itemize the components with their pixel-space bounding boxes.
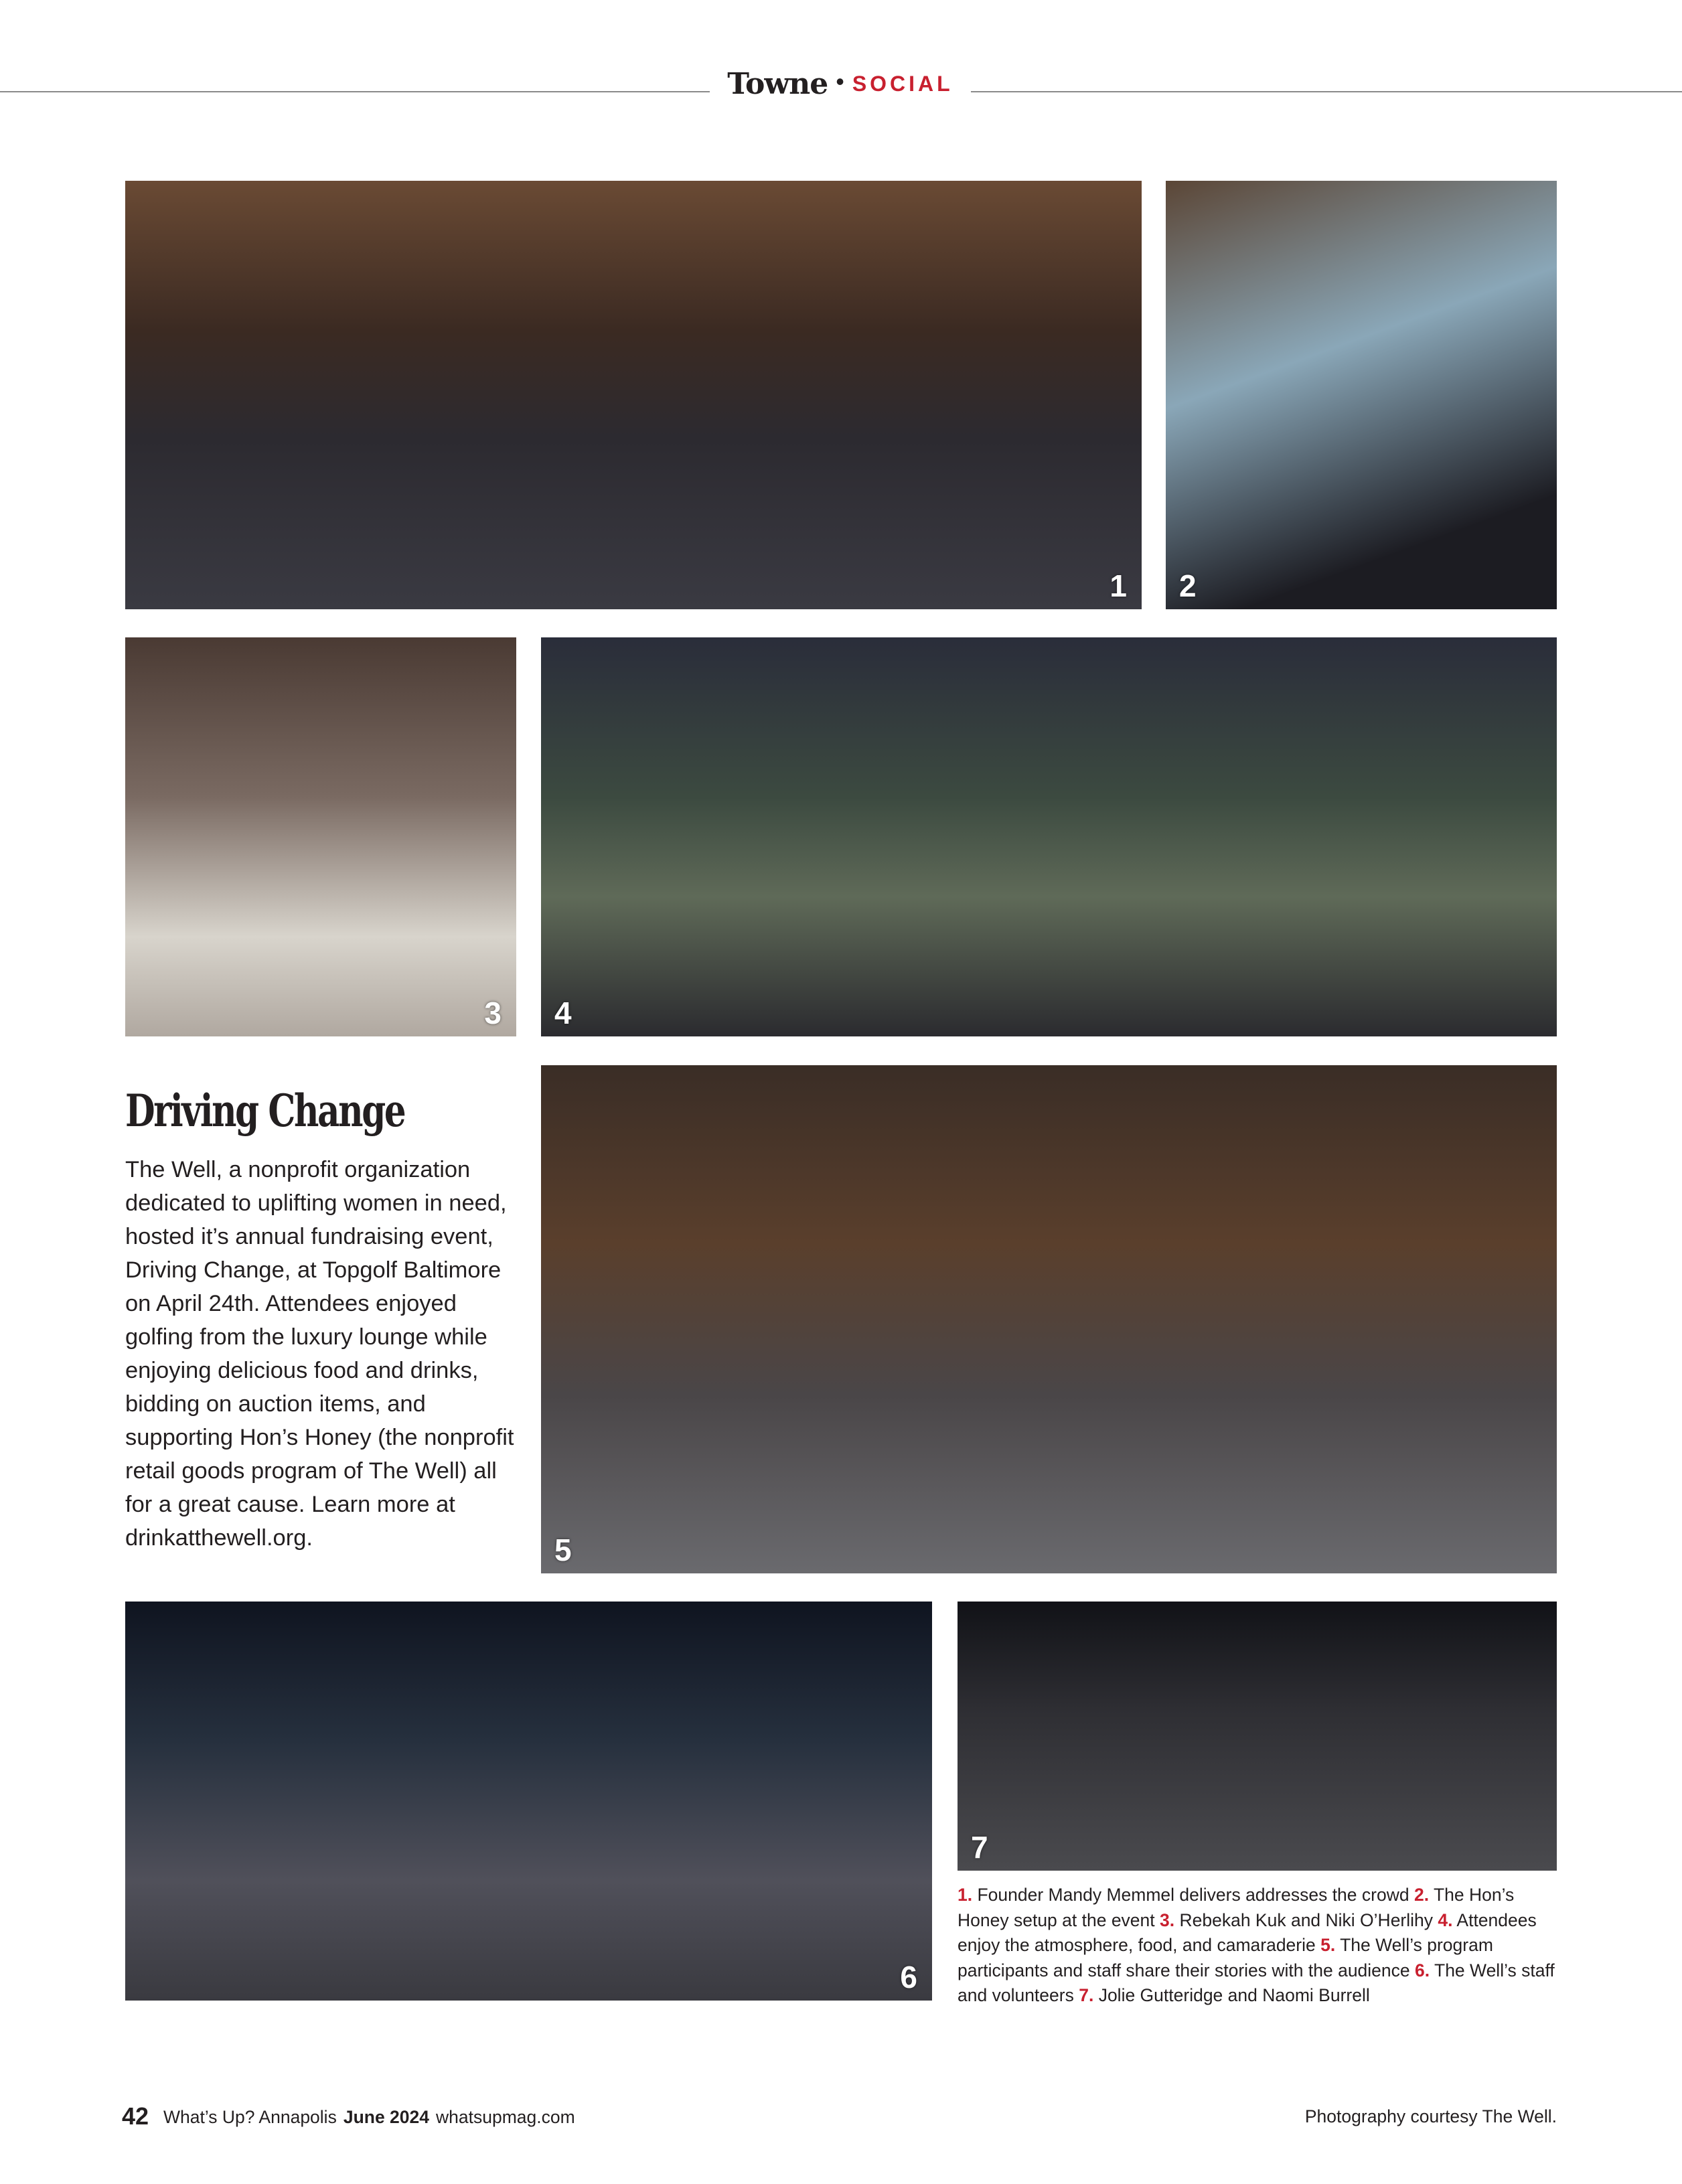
caption-number: 3. — [1160, 1909, 1175, 1930]
caption-number: 6. — [1415, 1960, 1430, 1980]
photo-5 — [541, 1065, 1557, 1573]
caption-text: Attendees enjoy the atmosphere, food, and camaraderie — [958, 1909, 1537, 1955]
section-header — [710, 67, 971, 101]
photo-number-5: 5 — [554, 1533, 572, 1567]
caption-text: Founder Mandy Memmel delivers addresses the crowd — [972, 1885, 1414, 1905]
header-separator: • — [836, 68, 844, 95]
page-footer — [122, 2102, 575, 2130]
caption-text: The Hon’s Honey setup at the event — [958, 1885, 1515, 1930]
photo-number-4: 4 — [554, 996, 572, 1030]
header-section: SOCIAL — [852, 72, 953, 96]
photo-1 — [125, 181, 1142, 609]
photo-captions — [958, 1883, 1557, 2009]
page-number: 42 — [122, 2102, 149, 2130]
article-body: The Well, a nonprofit organization dedicated to uplifting women in need, hosted it’s annual fundraising event, Driving Change, at Topgolf Baltimore on April 24th. Attendees enjoyed golfing from the luxury lounge while enjoying delicious food and drinks, bidding on auction items, and supporting Hon’s Honey (the nonprofit retail goods program of The Well) all for a great cause. Learn more at drinkatthewell.org. — [125, 1157, 514, 1551]
photo-4 — [541, 637, 1557, 1036]
caption-number: 1. — [958, 1885, 973, 1905]
website-link[interactable]: whatsupmag.com — [436, 2107, 575, 2127]
photo-number-1: 1 — [1110, 568, 1127, 603]
caption-text: The Well’s program participants and staff share their stories with the audience — [958, 1935, 1493, 1980]
photo-number-6: 6 — [900, 1960, 917, 1995]
magazine-name: What’s Up? Annapolis — [163, 2107, 337, 2127]
article-headline: Driving Change — [125, 1085, 405, 1137]
header-rule-right — [971, 91, 1682, 92]
photo-6 — [125, 1602, 932, 2001]
issue-date: June 2024 — [343, 2107, 429, 2127]
photo-number-7: 7 — [971, 1830, 988, 1865]
caption-number: 7. — [1079, 1985, 1094, 2005]
caption-text: Rebekah Kuk and Niki O’Herlihy — [1174, 1909, 1438, 1930]
caption-text: Jolie Gutteridge and Naomi Burrell — [1093, 1985, 1370, 2005]
photo-credit: Photography courtesy The Well. — [1304, 2106, 1557, 2126]
header-rule-left — [0, 91, 710, 92]
photo-7 — [958, 1602, 1557, 1871]
caption-number: 5. — [1320, 1935, 1336, 1955]
photo-number-2: 2 — [1179, 568, 1197, 603]
caption-number: 2. — [1413, 1885, 1430, 1905]
photo-2 — [1166, 181, 1557, 609]
caption-text: The Well’s staff and volunteers — [958, 1960, 1555, 2005]
photo-3 — [125, 637, 516, 1036]
header-brand: Towne — [727, 67, 828, 101]
caption-number: 4. — [1438, 1909, 1453, 1930]
photo-number-3: 3 — [484, 996, 502, 1030]
